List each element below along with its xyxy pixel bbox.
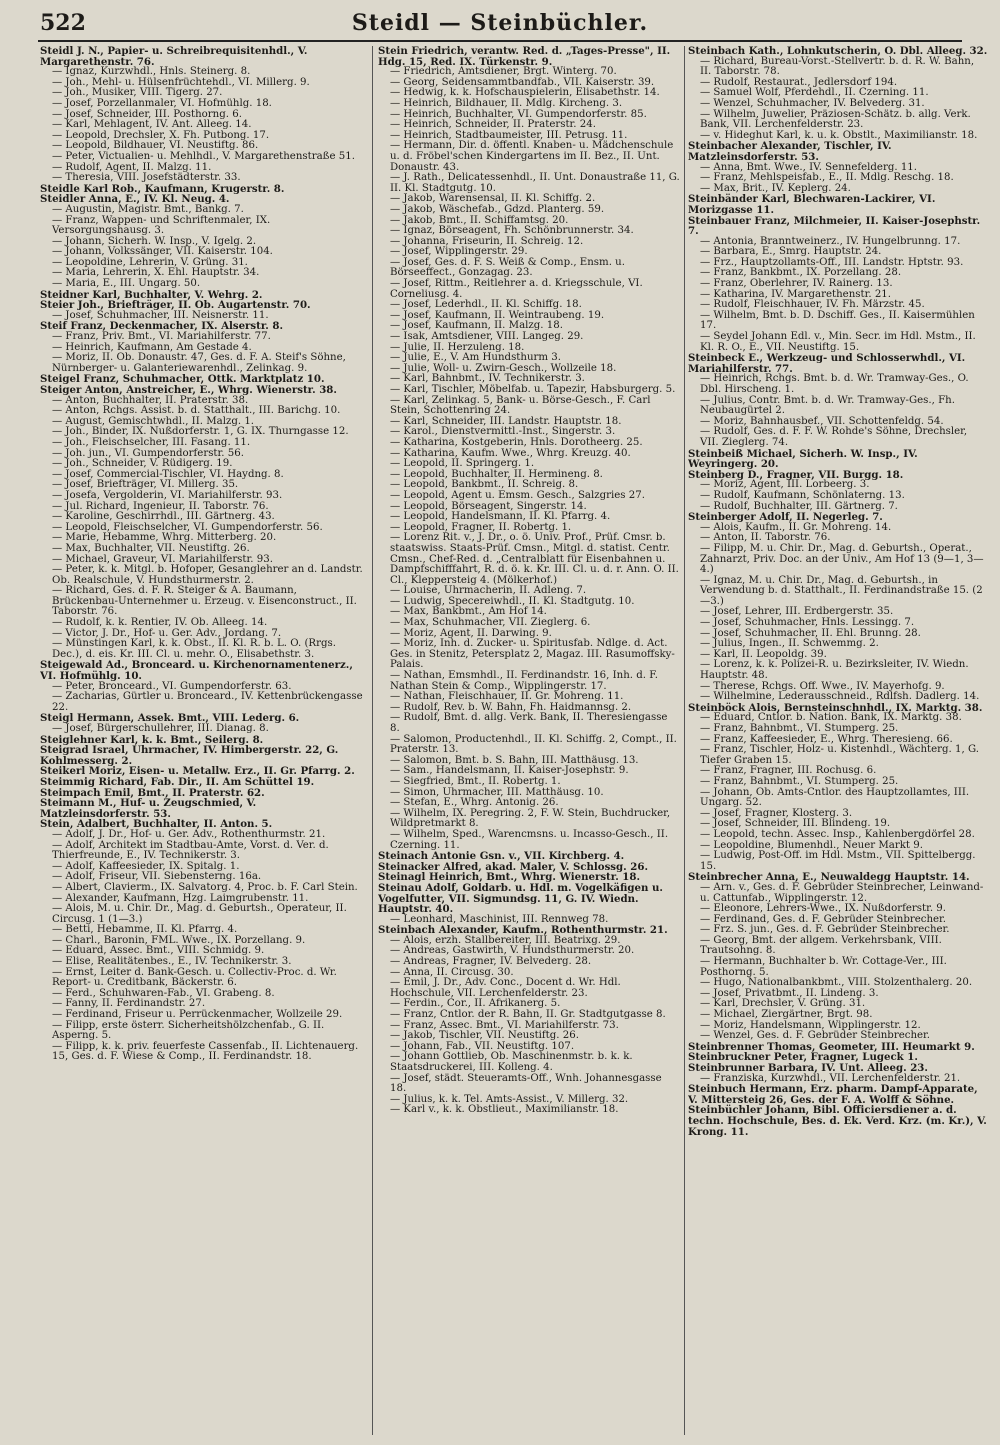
directory-entry: — Josef, Bürgerschullehrer, III. Dianag. 8. bbox=[52, 723, 269, 734]
directory-entry: Steinbrunner Barbara, IV. Unt. Alleeg. 23. bbox=[688, 1062, 928, 1074]
directory-entry: — Siegfried, Bmt., II. Robertg. 1. bbox=[390, 775, 561, 787]
directory-entry: — Franz, Assec. Bmt., VI. Mariahilferstr. 73. bbox=[390, 1019, 619, 1031]
directory-entry: — Jul. Richard, Ingenieur, II. Taborstr. 76. bbox=[52, 500, 269, 512]
directory-entry: — Adolf, Architekt im Stadtbau-Amte, Vorst. d. Ver. d. Thierfreunde, E., IV. Technikerstr. 3. bbox=[52, 839, 329, 862]
directory-entry: Steiger Anton, Anstreicher, E., Whrg. Wienerstr. 38. bbox=[40, 384, 337, 396]
directory-entry: — Jakob, Warensensal, II. Kl. Schiffg. 2. bbox=[390, 193, 596, 205]
directory-entry: — Ferd., Schuhwaren-Fab., VI. Grabeng. 8. bbox=[52, 987, 275, 999]
page-title: Steidl — Steinbüchler. bbox=[351, 10, 649, 36]
directory-entry: — Franz, Priv. Bmt., VI. Mariahilferstr. 77. bbox=[52, 331, 271, 343]
directory-entry: — Betti, Hebamme, II. Kl. Pfarrg. 4. bbox=[52, 924, 238, 936]
directory-entry: Steidl J. N., Papier- u. Schreibrequisitenhdl., V. Margarethenstr. 76. bbox=[40, 46, 308, 68]
directory-entry: — Josef, Ges. d. F. S. Weiß & Comp., Ensm. u. Börseeffect., Gonzagag. 23. bbox=[390, 256, 625, 279]
directory-entry: Steinböck Alois, Bernsteinschnhdl., IX. Marktg. 38. bbox=[688, 701, 983, 714]
directory-entry: — Ludwig, Specereiwhdl., II. Kl. Stadtgutg. 10. bbox=[390, 595, 635, 607]
directory-entry: — Anna, Bmt. Wwe., IV. Sennefelderg. 11. bbox=[700, 161, 918, 173]
directory-entry: Steigewald Ad., Bronceard. u. Kirchenornamentenerz., VI. Hofmühlg. 10. bbox=[40, 659, 353, 683]
directory-entry: — Franz, Wappen- und Schriftenmaler, IX. Versorgungshausg. 3. bbox=[52, 214, 271, 237]
directory-entry: — Emil, J. Dr., Adv. Conc., Docent d. Wr. Hdl. Hochschule, VII. Lerchenfelderstr. 23. bbox=[390, 977, 621, 999]
directory-entry: — Heinrich, Kaufmann, Am Gestade 4. bbox=[52, 341, 252, 353]
directory-entry: Steidner Karl, Buchhalter, V. Wehrg. 2. bbox=[40, 288, 263, 301]
directory-entry: — Josef, Briefträger, VI. Millerg. 35. bbox=[52, 479, 239, 491]
column-divider bbox=[684, 46, 685, 1435]
directory-entry: Steimann M., Huf- u. Zeugschmied, V. Matzleinsdorferstr. 53. bbox=[40, 797, 257, 820]
directory-entry: — Wilhelm, Bmt. b. D. Dschiff. Ges., II. Kaisermühlen 17. bbox=[700, 309, 975, 332]
directory-entry: — Peter, Bronceard., VI. Gumpendorferstr. 63. bbox=[52, 680, 292, 692]
directory-entry: — Heinrich, Bildhauer, II. Mdlg. Kircheng. 3. bbox=[390, 97, 623, 109]
directory-entry: — Johanna, Friseurin, II. Schreig. 12. bbox=[390, 235, 584, 247]
directory-entry: — Marie, Hebamme, Whrg. Mitterberg. 20. bbox=[52, 532, 277, 544]
directory-entry: — Simon, Uhrmacher, III. Matthäusg. 10. bbox=[390, 786, 604, 798]
column-1 bbox=[40, 46, 366, 1437]
directory-entry: Steiglehner Karl, k. k. Bmt., Seilerg. 8. bbox=[40, 733, 264, 746]
directory-entry: — Josef, Kaufmann, II. Weintraubeng. 19. bbox=[390, 309, 605, 321]
directory-entry: — Karl, Zelinkag. 5, Bank- u. Börse-Gesch., F. Carl Stein, Schottenring 24. bbox=[390, 394, 651, 417]
directory-entry: — Rudolf, Restaurat., Jedlersdorf 194. bbox=[700, 76, 898, 88]
directory-entry: — Moriz, Agent, III. Lorbeerg. 3. bbox=[700, 479, 870, 491]
directory-entry: — Adolf, Friseur, VII. Siebensterng. 16a. bbox=[52, 871, 262, 883]
directory-entry: — Filipp, M. u. Chir. Dr., Mag. d. Geburtsh., Operat., Zahnarzt, Priv. Doc. an der Univ., Am Hof 13 (9—1, 3—4.) bbox=[700, 542, 984, 576]
directory-entry: — Rudolf, Ges. d. F. F. W. Rohde's Söhne, Drechsler, VII. Zieglerg. 74. bbox=[700, 426, 968, 448]
directory-entry: — Adolf, J. Dr., Hof- u. Ger. Adv., Rothenthurmstr. 21. bbox=[52, 828, 326, 840]
directory-entry: — Franz, Bankbmt., IX. Porzellang. 28. bbox=[700, 267, 902, 279]
directory-entry: — Franz, Mehlspeisfab., E., II. Mdlg. Reschg. 18. bbox=[700, 172, 954, 184]
directory-entry: — Eduard, Assec. Bmt., VIII. Schmidg. 9. bbox=[52, 945, 265, 957]
directory-entry: — Katharina, IV. Margarethenstr. 21. bbox=[700, 288, 892, 300]
directory-entry: — Josef, Lehrer, III. Erdbergerstr. 35. bbox=[700, 606, 894, 618]
directory-entry: — Heinrich, Stadtbaumeister, III. Petrusg. 11. bbox=[390, 129, 628, 141]
directory-entry: — Josef, Commercial-Tischler, VI. Haydng. 8. bbox=[52, 468, 284, 480]
directory-entry: — Joh., Musiker, VIII. Tigerg. 27. bbox=[52, 87, 223, 99]
directory-entry: Steinagl Heinrich, Bmt., Whrg. Wienerstr. 18. bbox=[378, 871, 641, 884]
directory-entry: — Victor, J. Dr., Hof- u. Ger. Adv., Jordang. 7. bbox=[52, 627, 282, 639]
directory-entry: — Hedwig, k. k. Hofschauspielerin, Elisabethstr. 14. bbox=[390, 87, 660, 99]
directory-entry: — Anton, II. Taborstr. 76. bbox=[700, 532, 831, 544]
directory-entry: — Stefan, E., Whrg. Antonig. 26. bbox=[390, 797, 559, 809]
directory-entry: — Anna, II. Circusg. 30. bbox=[390, 966, 514, 978]
directory-entry: — Josef, Porzellanmaler, VI. Hofmühlg. 18. bbox=[52, 97, 272, 109]
directory-entry: — Leopold, Börseagent, Singerstr. 14. bbox=[390, 500, 587, 512]
directory-entry: Steigl Hermann, Assek. Bmt., VIII. Lederg. 6. bbox=[40, 712, 300, 725]
directory-entry: — Lorenz Rit. v., J. Dr., o. ö. Univ. Prof., Prüf. Cmsr. b. staatswiss. Staats-Prüf. Cmsn., Mitgl. d. statist. Centr. Cmsn., Chef-Red. d. „Centralblatt für Eisenbahnen u. Dampfschifffahrt, R. d. ö. k. Kr. III. Cl. u. d. r. Ann. O. II. Cl., Kleppersteig 4. (Mölkerhof.) bbox=[390, 532, 679, 586]
directory-entry: — Frz. S. jun., Ges. d. F. Gebrüder Steinbrecher. bbox=[700, 924, 950, 936]
directory-entry: — Johann Gottlieb, Ob. Maschinenmstr. b. k. k. Staatsdruckerei, III. Kolleng. 4. bbox=[390, 1051, 633, 1073]
directory-entry: — Therese, Rchgs. Off. Wwe., IV. Mayerhofg. 9. bbox=[700, 680, 945, 692]
directory-entry: — Ignaz, Börseagent, Fh. Schönbrunnerstr. 34. bbox=[390, 225, 634, 237]
directory-entry: — Max, Buchhalter, VII. Neustiftg. 26. bbox=[52, 542, 250, 554]
directory-entry: — Josef, Schneider, III. Posthorng. 6. bbox=[52, 108, 242, 120]
directory-entry: — Wilhelm, IX. Peregring. 2, F. W. Stein, Buchdrucker, Wildpretmarkt 8. bbox=[390, 807, 671, 830]
directory-entry: — Leopold, Agent u. Emsm. Gesch., Salzgries 27. bbox=[390, 489, 645, 501]
directory-entry: — Josef, Privatbmt., II. Lindeng. 3. bbox=[700, 987, 879, 999]
directory-entry: — Josef, städt. Steueramts-Off., Wnh. Johannesgasse 18. bbox=[390, 1072, 662, 1095]
directory-entry: — Salomon, Bmt. b. S. Bahn, III. Matthäusg. 13. bbox=[390, 754, 639, 766]
directory-entry: — Adolf, Kaffeesieder, IX. Spitalg. 1. bbox=[52, 860, 240, 872]
directory-entry: Steinberg D., Fragner, VII. Burgg. 18. bbox=[688, 468, 904, 481]
directory-entry: — Franz, Bahnbmt., VI. Stumperg. 25. bbox=[700, 723, 899, 734]
directory-entry: — Karl v., k. k. Obstlieut., Maximilianstr. 18. bbox=[390, 1104, 619, 1116]
directory-entry: Steikerl Moriz, Eisen- u. Metallw. Erz., II. Gr. Pfarrg. 2. bbox=[40, 765, 355, 778]
directory-entry: — Münstingen Karl, k. k. Obst., II. Kl. R. b. L. O. (Rrgs. Dec.), d. eis. Kr. III. Cl. u. mehr. O., Elisabethstr. 3. bbox=[52, 638, 336, 660]
directory-entry: — Moriz, Agent, II. Darwing. 9. bbox=[390, 627, 552, 639]
directory-entry: — Heinrich, Rchgs. Bmt. b. d. Wr. Tramway-Ges., O. Dbl. Hirscheng. 1. bbox=[700, 373, 969, 395]
directory-entry: — Georg, Seidensammtbandfab., VII. Kaiserstr. 39. bbox=[390, 76, 655, 88]
directory-entry: — Moriz, II. Ob. Donaustr. 47, Ges. d. F. A. Steif's Söhne, Nürnberger- u. Galanteriewarenhdl., Zelinkag. 9. bbox=[52, 352, 346, 374]
directory-entry: — Leopold, Fragner, II. Robertg. 1. bbox=[390, 521, 572, 533]
directory-entry: — Hermann, Dir. d. öffentl. Knaben- u. Mädchenschule u. d. Fröbel'schen Kindergartens im II. Bez., II. Unt. Donaustr. 43. bbox=[390, 140, 674, 173]
directory-entry: — Frz., Hauptzollamts-Off., III. Landstr. Hptstr. 93. bbox=[700, 256, 964, 268]
directory-entry: — Rudolf, Agent, II. Malzg. 11. bbox=[52, 161, 212, 173]
column-2 bbox=[378, 46, 680, 1437]
directory-entry: — Wilhelmine, Lederausschneid., Rdlfsh. Dadlerg. 14. bbox=[700, 691, 980, 703]
directory-entry: — Ferdin., Cor., II. Afrikanerg. 5. bbox=[390, 998, 561, 1010]
directory-entry: — Moriz, Handelsmann, Wipplingerstr. 12. bbox=[700, 1019, 921, 1031]
directory-entry: — Joh., Fleischselcher, III. Fasang. 11. bbox=[52, 436, 251, 448]
directory-entry: — August, Gemischtwhdl., II. Malzg. 1. bbox=[52, 415, 255, 427]
directory-entry: — Andreas, Fragner, IV. Belvederg. 28. bbox=[390, 956, 592, 968]
directory-entry: — Leopold, II. Springerg. 1. bbox=[390, 458, 535, 470]
directory-entry: — Julius, Ingen., II. Schwemmg. 2. bbox=[700, 638, 879, 650]
directory-entry: — Wenzel, Schuhmacher, IV. Belvederg. 31. bbox=[700, 97, 925, 109]
directory-entry: — Theresia, VIII. Josefstädterstr. 33. bbox=[52, 172, 241, 184]
directory-entry: — Nathan, Fleischhauer, II. Gr. Mohreng. 11. bbox=[390, 691, 624, 703]
directory-entry: — Karl, Bahnbmt., IV. Technikerstr. 3. bbox=[390, 373, 585, 385]
directory-entry: — Filipp, erste österr. Sicherheitshölzchenfab., G. II. Asperng. 5. bbox=[52, 1019, 325, 1042]
directory-entry: — Jakob, Tischler, VII. Neustiftg. 26. bbox=[390, 1030, 579, 1042]
directory-entry: — Karl, Mehlagent, IV. Ant. Alleeg. 14. bbox=[52, 119, 252, 131]
directory-entry: — Ferdinand, Ges. d. F. Gebrüder Steinbrecher. bbox=[700, 913, 947, 925]
directory-entry: — Joh. jun., VI. Gumpendorferstr. 56. bbox=[52, 447, 244, 459]
directory-entry: Steinbeiß Michael, Sicherh. W. Insp., IV. Weyringerg. 20. bbox=[688, 447, 918, 471]
directory-entry: — Leopoldine, Blumenhdl., Neuer Markt 9. bbox=[700, 839, 923, 851]
directory-entry: — Leopoldine, Lehrerin, V. Grüng. 31. bbox=[52, 256, 248, 268]
directory-entry: — Franz, Oberlehrer, IV. Rainerg. 13. bbox=[700, 278, 893, 290]
directory-entry: — Josef, Schneider, III. Blindeng. 19. bbox=[700, 818, 891, 830]
directory-entry: — Maria, Lehrerin, X. Ehl. Hauptstr. 34. bbox=[52, 267, 260, 279]
directory-entry: — Johann, Fab., VII. Neustiftg. 107. bbox=[390, 1040, 575, 1052]
directory-entry: — Maria, E., III. Ungarg. 50. bbox=[52, 278, 201, 290]
directory-entry: Steinach Antonie Gsn. v., VII. Kirchberg. 4. bbox=[378, 850, 625, 863]
directory-entry: — Julie, E., V. Am Hundsthurm 3. bbox=[390, 352, 562, 364]
directory-entry: — Joh., Mehl- u. Hülsenfrüchtehdl., VI. Millerg. 9. bbox=[52, 76, 310, 88]
directory-entry: — Leonhard, Maschinist, III. Rennweg 78. bbox=[390, 913, 609, 925]
directory-entry: Steier Joh., Briefträger, II. Ob. Augartenstr. 70. bbox=[40, 299, 311, 312]
directory-entry: — Josef, Schuhmacher, Hnls. Lessingg. 7. bbox=[700, 617, 915, 629]
directory-entry: Steinbeck E., Werkzeug- und Schlosserwhdl., VI. Mariahilferstr. 77. bbox=[688, 352, 966, 375]
directory-entry: Steinbrecher Anna, E., Neuwaldegg Hauptstr. 14. bbox=[688, 871, 970, 884]
directory-entry: — Rudolf, Kaufmann, Schönlaterng. 13. bbox=[700, 489, 905, 501]
directory-entry: Steidle Karl Rob., Kaufmann, Krugerstr. 8. bbox=[40, 182, 285, 195]
directory-entry: — Julius, Contr. Bmt. b. d. Wr. Tramway-Ges., Fh. Neubaugürtel 2. bbox=[700, 394, 955, 417]
directory-entry: — Fanny, II. Ferdinandstr. 27. bbox=[52, 998, 206, 1010]
directory-entry: Steigel Franz, Schuhmacher, Ottk. Marktplatz 10. bbox=[40, 373, 325, 386]
directory-entry: Steinbach Kath., Lohnkutscherin, O. Dbl. Alleeg. 32. bbox=[688, 46, 988, 57]
directory-entry: Steinbauer Franz, Milchmeier, II. Kaiser-Josephstr. 7. bbox=[688, 214, 981, 238]
directory-entry: — Rudolf, Rev. b. W. Bahn, Fh. Haidmannsg. 2. bbox=[390, 701, 632, 713]
directory-entry: Steinbrenner Thomas, Geometer, III. Heumarkt 9. bbox=[688, 1040, 975, 1053]
directory-entry: — Wilhelm, Sped., Warencmsns. u. Incasso-Gesch., II. Czerning. 11. bbox=[390, 828, 669, 851]
directory-entry: — Karl, Tischler, Möbelfab. u. Tapezir, Habsburgerg. 5. bbox=[390, 384, 676, 395]
directory-entry: — Augustin, Magistr. Bmt., Bankg. 7. bbox=[52, 203, 244, 215]
directory-entry: Steidler Anna, E., IV. Kl. Neug. 4. bbox=[40, 193, 230, 206]
directory-entry: — Johann, Sicherh. W. Insp., V. Igelg. 2. bbox=[52, 235, 257, 247]
directory-entry: — Leopold, techn. Assec. Insp., Kahlenbergdörfel 28. bbox=[700, 828, 975, 840]
directory-entry: — Jakob, Bmt., II. Schiffamtsg. 20. bbox=[390, 214, 569, 226]
column-divider bbox=[372, 46, 373, 1435]
directory-entry: — Moriz, Inh. d. Zucker- u. Spiritusfab. Ndlge. d. Act. Ges. in Stenitz, Petersplatz 2, Magaz. III. Rasumoffsky-Palais. bbox=[390, 638, 675, 671]
directory-entry: Steif Franz, Deckenmacher, IX. Alserstr. 8. bbox=[40, 320, 284, 333]
directory-entry: — J. Rath., Delicatessenhdl., II. Unt. Donaustraße 11, G. II. Kl. Stadtgutg. 10. bbox=[390, 172, 680, 194]
directory-entry: — Leopold, Buchhalter, II. Hermineng. 8. bbox=[390, 468, 603, 480]
directory-entry: — Julie, II. Herzuleng. 18. bbox=[390, 341, 525, 353]
directory-entry: — Zacharias, Gürtler u. Bronceard., IV. Kettenbrückengasse 22. bbox=[52, 691, 363, 713]
directory-entry: — Josef, Rittm., Reitlehrer a. d. Kriegsschule, VI. Corneliusg. 4. bbox=[390, 278, 643, 300]
directory-entry: — Michael, Graveur, VI. Mariahilferstr. 93. bbox=[52, 553, 273, 565]
directory-entry: — Louise, Uhrmacherin, II. Adleng. 7. bbox=[390, 585, 587, 597]
directory-entry: — Hugo, Nationalbankbmt., VIII. Stolzenthalerg. 20. bbox=[700, 977, 973, 989]
directory-entry: — Peter, k. k. Mitgl. b. Hofoper, Gesanglehrer an d. Landstr. Ob. Realschule, V. Hundsthurmerstr. 2. bbox=[52, 564, 363, 586]
directory-entry: — Rudolf, Buchhalter, III. Gärtnerg. 7. bbox=[700, 500, 898, 512]
directory-entry: — Salomon, Productenhdl., II. Kl. Schiffg. 2, Compt., II. Praterstr. 13. bbox=[390, 733, 677, 756]
directory-entry: — Johann, Ob. Amts-Cntlor. des Hauptzollamtes, III. Ungarg. 52. bbox=[700, 786, 970, 809]
directory-entry: — Franz, Tischler, Holz- u. Kistenhdl., Wächterg. 1, G. Tiefer Graben 15. bbox=[700, 744, 979, 766]
directory-entry: — Heinrich, Buchhalter, VI. Gumpendorferstr. 85. bbox=[390, 108, 647, 120]
directory-entry: — Katharina, Kostgeberin, Hnls. Dorotheerg. 25. bbox=[390, 436, 643, 448]
directory-entry: — Arn. v., Ges. d. F. Gebrüder Steinbrecher, Leinwand- u. Cattunfab., Wipplingerstr. 12. bbox=[700, 881, 984, 904]
directory-entry: — Josef, Kaufmann, II. Malzg. 18. bbox=[390, 320, 563, 332]
directory-entry: — Joh., Binder, IX. Nußdorferstr. 1, G. IX. Thurngasse 12. bbox=[52, 426, 349, 438]
directory-entry: — Jakob, Wäschefab., Gdzd. Planterg. 59. bbox=[390, 203, 605, 215]
directory-entry: Steinbruckner Peter, Fragner, Lugeck 1. bbox=[688, 1051, 918, 1064]
directory-entry: — Ignaz, Kurzwhdl., Hnls. Steinerg. 8. bbox=[52, 66, 251, 78]
directory-entry: — Katharina, Kaufm. Wwe., Whrg. Kreuzg. 40. bbox=[390, 447, 631, 459]
directory-entry: — Rudolf, k. k. Rentier, IV. Ob. Alleeg. 14. bbox=[52, 617, 268, 629]
directory-entry: — Heinrich, Schneider, II. Praterstr. 24. bbox=[390, 119, 596, 131]
directory-entry: Steimmig Richard, Fab. Dir., II. Am Schüttel 19. bbox=[40, 775, 315, 788]
directory-entry: — Antonia, Branntweinerz., IV. Hungelbrunng. 17. bbox=[700, 235, 961, 247]
directory-entry: — Leopold, Handelsmann, II. Kl. Pfarrg. 4. bbox=[390, 511, 611, 523]
directory-entry: — Ignaz, M. u. Chir. Dr., Mag. d. Geburtsh., in Verwendung b. d. Statthalt., II. Ferdinandstraße 15. (2—3.) bbox=[700, 574, 983, 607]
directory-entry: — Friedrich, Amtsdiener, Brgt. Winterg. 70. bbox=[390, 66, 617, 78]
column-3 bbox=[688, 46, 988, 1437]
directory-entry: — Karl, Schneider, III. Landstr. Hauptstr. 18. bbox=[390, 415, 622, 427]
directory-entry: — Joh., Schneider, V. Rüdigerg. 19. bbox=[52, 458, 233, 470]
directory-entry: — Michael, Ziergärtner, Brgt. 98. bbox=[700, 1009, 873, 1021]
directory-entry: — Anton, Rchgs. Assist. b. d. Statthalt., III. Barichg. 10. bbox=[52, 405, 341, 417]
directory-entry: — Hermann, Buchhalter b. Wr. Cottage-Ver., III. Posthorng. 5. bbox=[700, 956, 947, 978]
directory-entry: — Eduard, Cntlor. b. Nation. Bank, IX. Marktg. 38. bbox=[700, 712, 962, 724]
directory-entry: — Julie, Woll- u. Zwirn-Gesch., Wollzeile 18. bbox=[390, 362, 617, 374]
directory-entry: — Alois, erzh. Stallbereiter, III. Beatrixg. 29. bbox=[390, 934, 621, 946]
directory-entry: Stein, Adalbert, Buchhalter, II. Anton. 5. bbox=[40, 818, 273, 831]
directory-entry: — Peter, Victualien- u. Mehlhdl., V. Margarethenstraße 51. bbox=[52, 150, 355, 162]
directory-entry: — Leopold, Drechsler, X. Fh. Putbong. 17. bbox=[52, 129, 270, 141]
directory-entry: — Seydel Johann Edl. v., Min. Secr. im Hdl. Mstm., II. Kl. R. O., E., VII. Neustiftg. 15. bbox=[700, 331, 976, 353]
directory-entry: — Josef, Wipplingerstr. 29. bbox=[390, 246, 528, 258]
directory-entry: — Franz, Cntlor. der R. Bahn, II. Gr. Stadtgutgasse 8. bbox=[390, 1009, 666, 1021]
directory-entry: — Karoline, Geschirrhdl., III. Gärtnerg. 43. bbox=[52, 511, 275, 523]
directory-entry: — Josef, Fragner, Klosterg. 3. bbox=[700, 807, 853, 819]
directory-entry: — Franz, Fragner, III. Rochusg. 6. bbox=[700, 765, 877, 777]
directory-entry: — Isak, Amtsdiener, VIII. Langeg. 29. bbox=[390, 331, 584, 343]
directory-entry: — Filipp, k. k. priv. feuerfeste Cassenfab., II. Lichtenauerg. 15, Ges. d. F. Wiese & Comp., II. Ferdinandstr. 18. bbox=[52, 1040, 359, 1063]
directory-entry: — Josefa, Vergolderin, VI. Mariahilferstr. 93. bbox=[52, 489, 283, 501]
directory-entry: — Ferdinand, Friseur u. Perrückenmacher, Wollzeile 29. bbox=[52, 1009, 343, 1021]
directory-entry: — Samuel Wolf, Pferdehdl., II. Czerning. 11. bbox=[700, 87, 929, 99]
directory-entry: Steinbuch Hermann, Erz. pharm. Dampf-Apparate, V. Mittersteig 26, Ges. der F. A. Wolff & Söhne. bbox=[688, 1083, 978, 1106]
directory-entry: — Julius, k. k. Tel. Amts-Assist., V. Millerg. 32. bbox=[390, 1093, 629, 1105]
directory-entry: — Johann, Volkssänger, VII. Kaiserstr. 104. bbox=[52, 246, 273, 258]
directory-entry: — Franz, Bahnbmt., VI. Stumperg. 25. bbox=[700, 775, 899, 787]
directory-entry: — Barbara, E., Smrg. Hauptstr. 24. bbox=[700, 246, 882, 258]
directory-entry: Steinbach Alexander, Kaufm., Rothenthurmstr. 21. bbox=[378, 924, 668, 937]
directory-entry: — Alexander, Kaufmann, Hzg. Laimgrubenstr. 11. bbox=[52, 892, 309, 904]
directory-entry: — Richard, Bureau-Vorst.-Stellvertr. b. d. R. W. Bahn, II. Taborstr. 78. bbox=[700, 55, 975, 78]
directory-entry: — Franz, Kaffeesieder, E., Whrg. Theresieng. 66. bbox=[700, 733, 953, 745]
directory-entry: — Anton, Buchhalter, II. Praterstr. 38. bbox=[52, 394, 249, 406]
directory-entry: Steinbacher Alexander, Tischler, IV. Matzleinsdorferstr. 53. bbox=[688, 140, 892, 163]
directory-entry: — Richard, Ges. d. F. R. Steiger & A. Baumann, Brückenbau-Unternehmer u. Erzeug. v. Eisenconstruct., II. Taborstr. 76. bbox=[52, 585, 357, 618]
directory-entry: — Max, Schuhmacher, VII. Zieglerg. 6. bbox=[390, 617, 591, 629]
directory-entry: — Karol., Dienstvermittl.-Inst., Singerstr. 3. bbox=[390, 426, 616, 438]
directory-entry: — Max, Bankbmt., Am Hof 14. bbox=[390, 606, 547, 618]
directory-entry: — Alois, M. u. Chir. Dr., Mag. d. Geburtsh., Operateur, II. Circusg. 1 (1—3.) bbox=[52, 903, 347, 925]
directory-entry: — v. Hideghut Karl, k. u. k. Obstlt., Maximilianstr. 18. bbox=[700, 129, 978, 141]
directory-entry: — Karl, Drechsler, V. Grüng. 31. bbox=[700, 998, 866, 1010]
directory-entry: — Nathan, Emsmhdl., II. Ferdinandstr. 16, Inh. d. F. Nathan Stein & Comp., Wipplingerstr. 17. bbox=[390, 670, 658, 692]
directory-entry: — Ludwig, Post-Off. im Hdl. Mstm., VII. Spittelbergg. 15. bbox=[700, 850, 976, 872]
directory-entry: Steinbänder Karl, Blechwaren-Lackirer, VI. Morizgasse 11. bbox=[688, 193, 936, 216]
directory-entry: — Elise, Realitätenbes., E., IV. Technikerstr. 3. bbox=[52, 956, 292, 968]
directory-entry: Steinbüchler Johann, Bibl. Officiersdiener a. d. techn. Hochschule, Bes. d. Ek. Verd. Krz. (m. Kr.), V. Krong. 11. bbox=[688, 1104, 987, 1138]
directory-entry: — Rudolf, Bmt. d. allg. Verk. Bank, II. Theresiengasse 8. bbox=[390, 712, 668, 734]
directory-entry: Steimpach Emil, Bmt., II. Praterstr. 62. bbox=[40, 786, 265, 799]
directory-entry: — Rudolf, Fleischhauer, IV. Fh. Märzstr. 45. bbox=[700, 299, 925, 311]
directory-entry: — Franziska, Kurzwhdl., VII. Lerchenfelderstr. 21. bbox=[700, 1072, 961, 1084]
directory-entry: — Ernst, Leiter d. Bank-Gesch. u. Collectiv-Proc. d. Wr. Report- u. Creditbank, Bäckerstr. 6. bbox=[52, 966, 337, 989]
directory-entry: Steinau Adolf, Goldarb. u. Hdl. m. Vogelkäfigen u. Vogelfutter, VII. Sigmundsg. 11, G. IV. Wiedn. Hauptstr. 40. bbox=[378, 881, 663, 916]
directory-entry: — Josef, Schuhmacher, II. Ehl. Brunng. 28. bbox=[700, 627, 921, 639]
directory-entry: — Max, Brit., IV. Keplerg. 24. bbox=[700, 182, 851, 194]
directory-entry: — Leopold, Bankbmt., II. Schreig. 8. bbox=[390, 479, 579, 491]
directory-entry: — Georg, Bmt. der allgem. Verkehrsbank, VIII. Trautsohng. 8. bbox=[700, 934, 942, 957]
directory-entry: — Wenzel, Ges. d. F. Gebrüder Steinbrecher. bbox=[700, 1030, 931, 1042]
directory-entry: — Albert, Clavierm., IX. Salvatorg. 4, Proc. b. F. Carl Stein. bbox=[52, 881, 358, 893]
header-rule bbox=[38, 40, 962, 42]
directory-entry: — Leopold, Bildhauer, VI. Neustiftg. 86. bbox=[52, 140, 259, 152]
directory-entry: Steinberger Adolf, II. Negerleg. 7. bbox=[688, 511, 883, 524]
directory-entry: — Leopold, Fleischselcher, VI. Gumpendorferstr. 56. bbox=[52, 521, 323, 533]
directory-entry: — Moriz, Bahnhausbef., VII. Schottenfeldg. 54. bbox=[700, 415, 944, 427]
directory-entry: — Charl., Baronin, FML. Wwe., IX. Porzellang. 9. bbox=[52, 934, 306, 946]
directory-entry: Steinacker Alfred, akad. Maler, V. Schlossg. 26. bbox=[378, 860, 648, 873]
directory-entry: — Josef, Lederhdl., II. Kl. Schiffg. 18. bbox=[390, 299, 582, 311]
directory-entry: — Lorenz, k. k. Polizei-R. u. Bezirksleiter, IV. Wiedn. Hauptstr. 48. bbox=[700, 659, 969, 682]
directory-entry: Steigrad Israel, Uhrmacher, IV. Himbergerstr. 22, G. Kohlmesserg. 2. bbox=[40, 744, 339, 767]
directory-entry: Stein Friedrich, verantw. Red. d. „Tages-Presse", II. Hdg. 15, Red. IX. Türkenstr. 9. bbox=[378, 46, 671, 68]
page-number: 522 bbox=[40, 10, 86, 36]
directory-entry: — Andreas, Gastwirth, V. Hundsthurmerstr. 20. bbox=[390, 945, 635, 957]
directory-entry: — Alois, Kaufm., II. Gr. Mohreng. 14. bbox=[700, 521, 892, 533]
directory-entry: — Wilhelm, Juwelier, Präziosen-Schätz. b. allg. Verk. Bank, VII. Lerchenfelderstr. 23. bbox=[700, 108, 971, 131]
directory-entry: — Sam., Handelsmann, II. Kaiser-Josephstr. 9. bbox=[390, 765, 629, 777]
directory-entry: — Karl, II. Leopoldg. 39. bbox=[700, 648, 827, 660]
directory-entry: — Josef, Schuhmacher, III. Neisnerstr. 11. bbox=[52, 309, 269, 321]
directory-entry: — Eleonore, Lehrers-Wwe., IX. Nußdorferstr. 9. bbox=[700, 903, 947, 915]
